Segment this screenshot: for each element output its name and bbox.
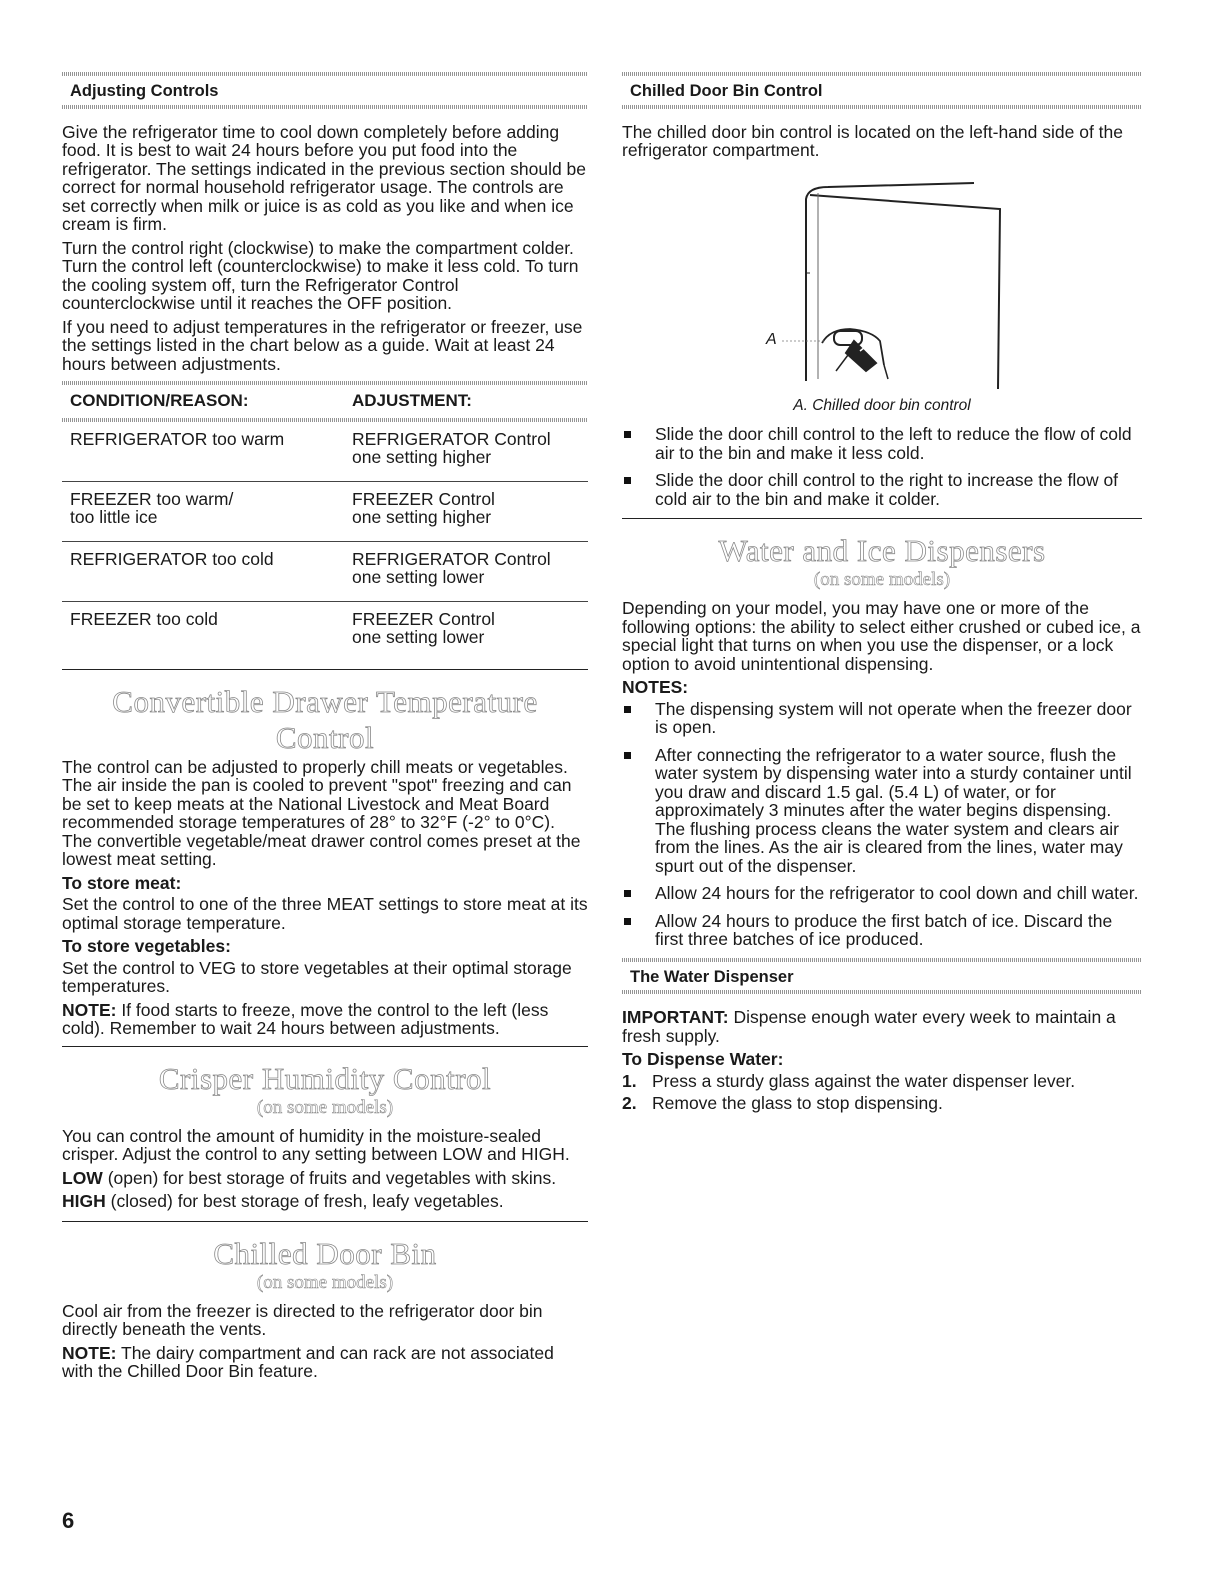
adjustment-line: one setting lower xyxy=(352,567,485,587)
important-label: IMPORTANT: xyxy=(622,1007,729,1027)
adjustment-line: one setting higher xyxy=(352,507,492,527)
list-item: The dispensing system will not operate when the freezer door is open. xyxy=(622,700,1142,737)
crisper-high xyxy=(62,1192,588,1211)
low-text: (open) for best storage of fruits and vegetables with skins. xyxy=(102,1167,557,1188)
adjustment-line: FREEZER Control xyxy=(352,608,495,629)
chilled-bin-paragraph: Cool air from the freezer is directed to the refrigerator door bin directly beneath the vents. xyxy=(62,1300,543,1339)
dispenser-notes xyxy=(622,700,1142,949)
chilled-door-bin-heading: Chilled Door Bin xyxy=(213,1235,437,1271)
note-text: The dairy compartment and can rack are not associated with the Chilled Door Bin feature. xyxy=(62,1342,554,1381)
page-number: 6 xyxy=(62,1508,75,1533)
bin-control-figure xyxy=(622,165,1142,397)
dotted-rule xyxy=(62,418,588,422)
important-text: Dispense enough water every week to maintain a fresh supply. xyxy=(622,1007,1116,1046)
dotted-rule xyxy=(622,105,1142,109)
adjustment-line: FREEZER Control xyxy=(352,488,495,509)
adjusting-paragraph-3: If you need to adjust temperatures in the refrigerator or freezer, use the settings listed in the chart below as a guide. Wait at least 24 hours between adjustments. xyxy=(62,316,583,374)
list-item: Slide the door chill control to the right to increase the flow of cold air to the bin and make it colder. xyxy=(622,471,1142,508)
store-vegetables-label: To store vegetables: xyxy=(62,936,231,956)
dispensers-subtitle: (on some models) xyxy=(813,569,951,590)
list-item: Allow 24 hours for the refrigerator to cool down and chill water. xyxy=(622,884,1142,903)
adjustment-table xyxy=(62,385,588,669)
convertible-note xyxy=(62,1001,588,1038)
step-text: Press a sturdy glass against the water dispenser lever. xyxy=(652,1070,1076,1091)
dotted-rule xyxy=(62,72,588,76)
table-row xyxy=(62,422,588,482)
dispense-water-label: To Dispense Water: xyxy=(622,1049,784,1069)
bin-control-paragraph: The chilled door bin control is located on the left-hand side of the refrigerator compartment. xyxy=(622,121,1124,160)
callout-a: A xyxy=(766,330,777,348)
note-text: If food starts to freeze, move the control to the left (less cold). Remember to wait 24 hours between adjustments. xyxy=(62,999,549,1038)
adjustment-line: one setting lower xyxy=(352,627,485,647)
step-text: Remove the glass to stop dispensing. xyxy=(652,1093,943,1113)
notes-label: NOTES: xyxy=(622,677,689,697)
list-item xyxy=(622,1072,1142,1091)
dotted-rule xyxy=(622,958,1142,962)
high-text: (closed) for best storage of fresh, leafy vegetables. xyxy=(105,1191,504,1211)
condition-cell: REFRIGERATOR too warm xyxy=(62,422,352,482)
step-number: 2. xyxy=(622,1093,637,1113)
dotted-rule xyxy=(62,105,588,109)
adjustment-cell xyxy=(352,541,588,601)
table-header-adjustment: ADJUSTMENT: xyxy=(352,391,472,410)
adjusting-paragraph-1: Give the refrigerator time to cool down completely before adding food. It is best to wait 24 hours before you put food into the refrigerator. The settings indicated in the previous section should be correct for normal household refrigerator usage. The controls are set correctly when milk or juice is as cold as you like and when ice cream is firm. xyxy=(62,121,587,234)
dotted-rule xyxy=(622,72,1142,76)
convertible-drawer-heading: Convertible Drawer Temperature Control xyxy=(112,683,538,755)
adjustment-line: REFRIGERATOR Control xyxy=(352,548,551,569)
right-column xyxy=(622,72,1142,1117)
adjustment-cell xyxy=(352,601,588,669)
section-divider xyxy=(62,1221,588,1222)
note-label: NOTE: xyxy=(62,999,117,1020)
crisper-humidity-heading: Crisper Humidity Control xyxy=(158,1060,492,1096)
note-label: NOTE: xyxy=(62,1342,117,1363)
low-label: LOW xyxy=(62,1167,103,1188)
bin-control-bullets xyxy=(622,425,1142,508)
table-header-condition: CONDITION/REASON: xyxy=(70,391,249,410)
list-item xyxy=(622,1094,1142,1113)
door-bin-illustration xyxy=(622,165,1142,397)
adjustment-cell xyxy=(352,481,588,541)
adjustment-line: one setting higher xyxy=(352,447,492,467)
table-row xyxy=(62,601,588,669)
crisper-low xyxy=(62,1169,588,1188)
crisper-paragraph: You can control the amount of humidity in the moisture-sealed crisper. Adjust the control to any setting between LOW and HIGH. xyxy=(62,1125,570,1164)
adjustment-cell xyxy=(352,422,588,482)
chilled-bin-subtitle: (on some models) xyxy=(256,1271,394,1293)
table-row xyxy=(62,481,588,541)
water-ice-dispensers-heading: Water and Ice Dispensers xyxy=(718,533,1046,568)
left-column xyxy=(62,72,588,1386)
store-vegetables-text: Set the control to VEG to store vegetables at their optimal storage temperatures. xyxy=(62,957,572,996)
convertible-paragraph: The control can be adjusted to properly chill meats or vegetables. The air inside the pan is cooled to prevent "spot" freezing and can be set to keep meats at the National Livestock and Meat Board recommended storage temperatures of 28° to 32°F (-2° to 0°C). The convertible vegetable/meat drawer control comes preset at the lowest meat setting. xyxy=(62,756,581,869)
dotted-rule xyxy=(62,381,588,385)
adjusting-paragraph-2: Turn the control right (clockwise) to make the compartment colder. Turn the control left (counterclockwise) to make it less cold. To turn the cooling system off, turn the Refrigerator Control counterclockwise until it reaches the OFF position. xyxy=(62,237,579,313)
step-number: 1. xyxy=(622,1070,637,1091)
condition-line: FREEZER too warm/ xyxy=(70,488,234,509)
store-meat-label: To store meat: xyxy=(62,872,182,893)
high-label: HIGH xyxy=(62,1191,106,1211)
dispensers-paragraph: Depending on your model, you may have one or more of the following options: the ability to select either crushed or cubed ice, a special light that turns on when you use the dispenser, or a lock option to avoid unintentional dispensing. xyxy=(622,598,1141,674)
adjustment-line: REFRIGERATOR Control xyxy=(352,428,551,449)
list-item: Allow 24 hours to produce the first batch of ice. Discard the first three batches of ice produced. xyxy=(622,912,1142,949)
list-item: Slide the door chill control to the left to reduce the flow of cold air to the bin and make it less cold. xyxy=(622,425,1142,462)
list-item: After connecting the refrigerator to a water source, flush the water system by dispensing water into a sturdy container until you draw and discard 1.5 gal. (5.4 L) of water, or for approximately 3 minutes after the water begins dispensing. The flushing process cleans the water system and clears air from the lines. As the air is cleared from the lines, water may spurt out of the dispenser. xyxy=(622,746,1142,876)
condition-line: too little ice xyxy=(70,507,158,527)
section-divider xyxy=(622,518,1142,519)
dotted-rule xyxy=(622,990,1142,994)
section-divider xyxy=(62,669,588,670)
dispense-steps xyxy=(622,1072,1142,1113)
adjusting-controls-heading: Adjusting Controls xyxy=(70,82,219,100)
condition-cell: REFRIGERATOR too cold xyxy=(62,541,352,601)
important-note xyxy=(622,1008,1142,1045)
store-meat-text: Set the control to one of the three MEAT settings to store meat at its optimal storage temperature. xyxy=(62,894,588,933)
figure-caption: A. Chilled door bin control xyxy=(793,396,971,414)
water-dispenser-heading: The Water Dispenser xyxy=(630,967,794,986)
table-row xyxy=(62,541,588,601)
crisper-subtitle: (on some models) xyxy=(256,1096,394,1118)
chilled-door-bin-control-heading: Chilled Door Bin Control xyxy=(630,82,823,100)
condition-cell xyxy=(62,481,352,541)
chilled-bin-note xyxy=(62,1344,588,1381)
section-divider xyxy=(62,1046,588,1047)
condition-cell: FREEZER too cold xyxy=(70,608,218,629)
